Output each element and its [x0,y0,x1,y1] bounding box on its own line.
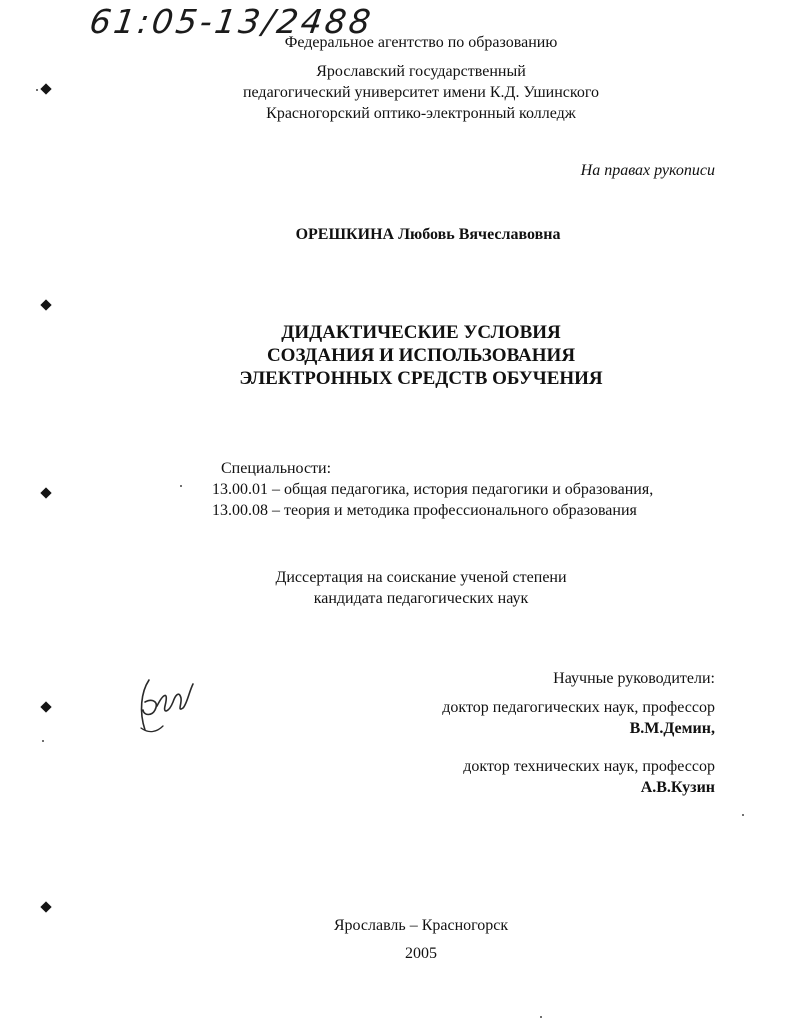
archive-number-handwritten: 61:05-13/2488 [87,2,376,41]
margin-hole-mark [40,487,51,498]
title-line: ЭЛЕКТРОННЫХ СРЕДСТВ ОБУЧЕНИЯ [239,368,603,389]
university-line: Ярославский государственный [316,63,526,80]
year: 2005 [405,945,437,962]
specialty-item: 13.00.01 – общая педагогика, история педагогики и образования, [212,481,654,498]
specialty-list [212,479,653,521]
college-line: Красногорский оптико-электронный колледж [266,105,576,122]
author-surname: ОРЕШКИНА [295,226,395,243]
title-line: ДИДАКТИЧЕСКИЕ УСЛОВИЯ [281,322,561,343]
university-block [0,61,791,124]
university-line: педагогический университет имени К.Д. Ушинского [242,84,600,101]
author-name [0,224,791,245]
margin-hole-mark [40,701,51,712]
supervisor-entry [442,697,715,739]
scan-speck [36,89,38,91]
title-line: СОЗДАНИЯ И ИСПОЛЬЗОВАНИЯ [266,345,576,366]
margin-hole-mark [40,901,51,912]
supervisor-name: А.В.Кузин [640,779,715,796]
scan-speck [180,485,182,487]
scan-speck [742,814,744,816]
handwritten-signature [135,672,197,738]
supervisor-name: В.М.Демин, [629,720,715,737]
manuscript-note: На правах рукописи [580,162,715,179]
degree-line: Диссертация на соискание ученой степени [275,569,567,586]
supervisors-heading: Научные руководители: [553,670,715,687]
thesis-title [0,321,791,390]
specialty-item: 13.00.08 – теория и методика профессионального образования [212,502,637,519]
degree-statement [0,567,791,609]
city: Ярославль – Красногорск [333,917,509,934]
supervisor-degree: доктор педагогических наук, профессор [442,699,715,716]
scan-speck [540,1016,542,1018]
margin-hole-mark [40,299,51,310]
degree-line: кандидата педагогических наук [313,590,529,607]
scan-speck [42,740,44,742]
agency-name: Федеральное агентство по образованию [284,34,558,51]
supervisor-degree: доктор технических наук, профессор [463,758,715,775]
specialties-heading: Специальности: [221,460,332,477]
supervisor-entry [463,756,715,798]
author-given-names: Любовь Вячеславовна [398,226,561,243]
